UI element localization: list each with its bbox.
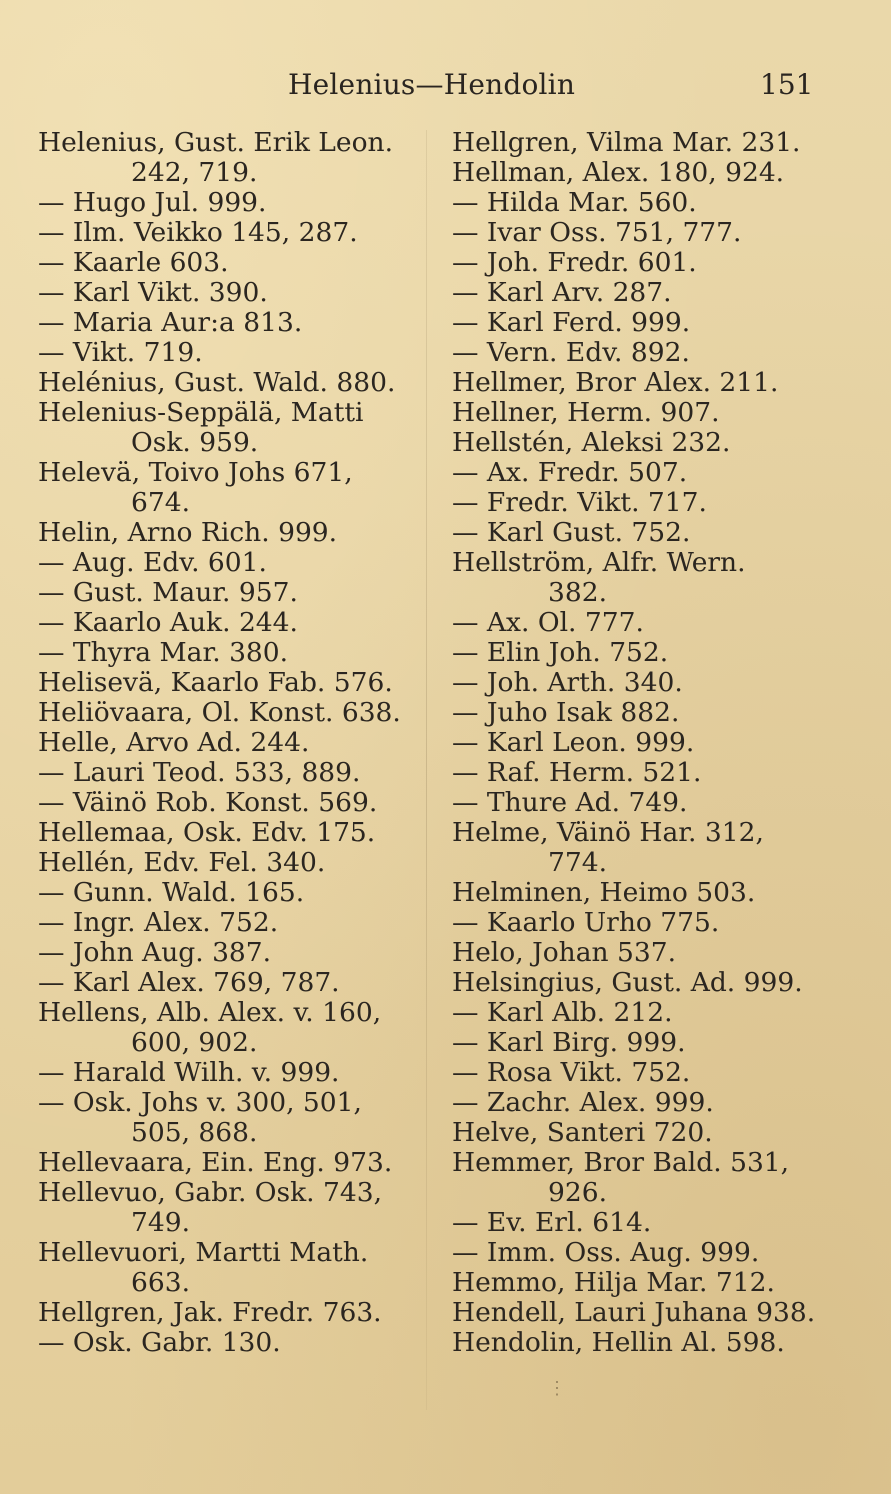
entry-text: Helsingius, Gust. Ad. 999. (452, 967, 803, 998)
index-entry (38, 638, 418, 668)
entry-text: Helevä, Toivo Johs 671, (38, 457, 353, 488)
index-entry (452, 1268, 852, 1298)
entry-text: Helenius, Gust. Erik Leon. (38, 127, 394, 158)
entry-text: — Ax. Fredr. 507. (452, 457, 688, 488)
entry-continuation: 663. (131, 1267, 191, 1298)
index-entry (452, 1088, 852, 1118)
entry-text: Helminen, Heimo 503. (452, 877, 756, 908)
entry-text: — Joh. Fredr. 601. (452, 247, 697, 278)
entry-text: Helle, Arvo Ad. 244. (38, 727, 310, 758)
index-entry (38, 758, 418, 788)
entry-text: — Väinö Rob. Konst. 569. (38, 787, 378, 818)
entry-text: — Elin Joh. 752. (452, 637, 669, 668)
index-entry (38, 518, 418, 548)
entry-continuation: 242, 719. (131, 157, 258, 188)
entry-text: — John Aug. 387. (38, 937, 272, 968)
index-entry (452, 608, 852, 638)
index-entry (452, 338, 852, 368)
entry-text: — Raf. Herm. 521. (452, 757, 702, 788)
entry-text: — Karl Arv. 287. (452, 277, 672, 308)
entry-text: Helme, Väinö Har. 312, (452, 817, 764, 848)
index-entry (452, 1328, 852, 1358)
entry-continuation: 774. (548, 847, 608, 878)
index-entry (452, 1058, 852, 1088)
entry-text: Hellmer, Bror Alex. 211. (452, 367, 779, 398)
entry-text: Helénius, Gust. Wald. 880. (38, 367, 396, 398)
entry-continuation: 674. (131, 487, 191, 518)
entry-text: — Joh. Arth. 340. (452, 667, 683, 698)
entry-text: — Karl Vikt. 390. (38, 277, 268, 308)
column-divider (426, 130, 427, 1410)
index-entry (38, 398, 418, 458)
entry-text: Hendolin, Hellin Al. 598. (452, 1327, 785, 1358)
entry-continuation: 505, 868. (131, 1117, 258, 1148)
entry-continuation: 382. (548, 577, 608, 608)
entry-text: Helo, Johan 537. (452, 937, 677, 968)
index-entry (38, 608, 418, 638)
index-entry (38, 1328, 418, 1358)
entry-text: — Zachr. Alex. 999. (452, 1087, 714, 1118)
entry-text: Hellens, Alb. Alex. v. 160, (38, 997, 382, 1028)
index-entry (452, 968, 852, 998)
entry-text: Hellstén, Aleksi 232. (452, 427, 731, 458)
index-entry (452, 458, 852, 488)
entry-text: Hellström, Alfr. Wern. (452, 547, 746, 578)
index-entry (38, 248, 418, 278)
entry-text: Helenius-Seppälä, Matti (38, 397, 364, 428)
index-entry (38, 278, 418, 308)
index-entry (38, 458, 418, 518)
right-column (452, 128, 852, 1358)
entry-text: — Karl Leon. 999. (452, 727, 695, 758)
index-entry (38, 938, 418, 968)
index-entry (38, 1298, 418, 1328)
entry-text: — Kaarle 603. (38, 247, 229, 278)
index-entry (452, 698, 852, 728)
entry-continuation: 926. (548, 1177, 608, 1208)
entry-text: Helisevä, Kaarlo Fab. 576. (38, 667, 393, 698)
entry-text: — Karl Alb. 212. (452, 997, 673, 1028)
index-entry (38, 578, 418, 608)
entry-text: — Thure Ad. 749. (452, 787, 688, 818)
index-entry (38, 128, 418, 188)
entry-text: Helin, Arno Rich. 999. (38, 517, 338, 548)
index-entry (452, 1208, 852, 1238)
index-entry (38, 1088, 418, 1148)
index-entry (452, 218, 852, 248)
index-entry (452, 998, 852, 1028)
entry-text: Hellgren, Jak. Fredr. 763. (38, 1297, 382, 1328)
entry-text: Heliövaara, Ol. Konst. 638. (38, 697, 401, 728)
index-entry (38, 1238, 418, 1298)
page-number: 151 (760, 68, 814, 101)
entry-text: — Juho Isak 882. (452, 697, 680, 728)
entry-text: — Hilda Mar. 560. (452, 187, 697, 218)
entry-text: — Fredr. Vikt. 717. (452, 487, 707, 518)
entry-text: Hemmer, Bror Bald. 531, (452, 1147, 790, 1178)
entry-text: — Karl Gust. 752. (452, 517, 691, 548)
index-entry (38, 668, 418, 698)
index-entry (38, 548, 418, 578)
entry-continuation: 749. (131, 1207, 191, 1238)
index-entry (38, 368, 418, 398)
index-entry (38, 338, 418, 368)
entry-text: Hellman, Alex. 180, 924. (452, 157, 785, 188)
index-entry (452, 758, 852, 788)
index-entry (38, 788, 418, 818)
entry-text: — Aug. Edv. 601. (38, 547, 267, 578)
entry-text: — Lauri Teod. 533, 889. (38, 757, 361, 788)
index-entry (452, 1148, 852, 1208)
index-entry (452, 128, 852, 158)
entry-text: Hemmo, Hilja Mar. 712. (452, 1267, 775, 1298)
entry-text: — Gust. Maur. 957. (38, 577, 298, 608)
entry-text: — Harald Wilh. v. 999. (38, 1057, 340, 1088)
entry-text: Hellevuo, Gabr. Osk. 743, (38, 1177, 383, 1208)
index-entry (452, 908, 852, 938)
index-entry (38, 908, 418, 938)
index-entry (38, 188, 418, 218)
entry-text: Helve, Santeri 720. (452, 1117, 713, 1148)
index-entry (452, 248, 852, 278)
entry-text: — Kaarlo Urho 775. (452, 907, 720, 938)
index-entry (452, 308, 852, 338)
entry-text: — Osk. Johs v. 300, 501, (38, 1087, 362, 1118)
entry-text: Hellevuori, Martti Math. (38, 1237, 369, 1268)
index-entry (452, 818, 852, 878)
index-entry (452, 878, 852, 908)
entry-text: — Ivar Oss. 751, 777. (452, 217, 742, 248)
entry-text: — Maria Aur:a 813. (38, 307, 303, 338)
entry-text: — Ilm. Veikko 145, 287. (38, 217, 358, 248)
entry-continuation: 600, 902. (131, 1027, 258, 1058)
entry-text: — Rosa Vikt. 752. (452, 1057, 691, 1088)
left-column (38, 128, 418, 1358)
index-entry (452, 158, 852, 188)
entry-text: — Vern. Edv. 892. (452, 337, 690, 368)
index-entry (452, 188, 852, 218)
index-entry (452, 398, 852, 428)
index-entry (452, 518, 852, 548)
entry-text: — Karl Ferd. 999. (452, 307, 691, 338)
index-entry (452, 638, 852, 668)
index-entry (452, 1238, 852, 1268)
index-entry (38, 1148, 418, 1178)
running-head: Helenius—Hendolin (288, 68, 576, 101)
index-entry (38, 728, 418, 758)
index-entry (38, 218, 418, 248)
index-entry (38, 1058, 418, 1088)
index-entry (452, 428, 852, 458)
entry-text: — Osk. Gabr. 130. (38, 1327, 281, 1358)
entry-text: Hellevaara, Ein. Eng. 973. (38, 1147, 393, 1178)
entry-text: Hellgren, Vilma Mar. 231. (452, 127, 801, 158)
entry-text: — Ax. Ol. 777. (452, 607, 644, 638)
index-entry (452, 368, 852, 398)
entry-text: Hellén, Edv. Fel. 340. (38, 847, 326, 878)
index-entry (452, 788, 852, 818)
index-entry (38, 968, 418, 998)
entry-text: Hellemaa, Osk. Edv. 175. (38, 817, 376, 848)
entry-text: — Ingr. Alex. 752. (38, 907, 279, 938)
index-entry (452, 1118, 852, 1148)
index-entry (452, 938, 852, 968)
entry-text: — Vikt. 719. (38, 337, 203, 368)
index-entry (452, 278, 852, 308)
entry-text: Hellner, Herm. 907. (452, 397, 720, 428)
index-entry (38, 1178, 418, 1238)
index-entry (452, 548, 852, 608)
index-entry (38, 848, 418, 878)
entry-text: Hendell, Lauri Juhana 938. (452, 1297, 816, 1328)
index-entry (38, 698, 418, 728)
index-entry (38, 308, 418, 338)
index-entry (38, 998, 418, 1058)
entry-text: — Gunn. Wald. 165. (38, 877, 305, 908)
index-entry (38, 878, 418, 908)
index-entry (452, 1028, 852, 1058)
page-header (0, 68, 891, 108)
paper-blemish: ⋮ (548, 1378, 566, 1399)
entry-text: — Imm. Oss. Aug. 999. (452, 1237, 760, 1268)
entry-text: — Ev. Erl. 614. (452, 1207, 652, 1238)
entry-text: — Hugo Jul. 999. (38, 187, 267, 218)
entry-text: — Thyra Mar. 380. (38, 637, 289, 668)
entry-continuation: Osk. 959. (131, 427, 259, 458)
entry-text: — Kaarlo Auk. 244. (38, 607, 298, 638)
entry-text: — Karl Birg. 999. (452, 1027, 686, 1058)
entry-text: — Karl Alex. 769, 787. (38, 967, 340, 998)
index-entry (452, 668, 852, 698)
index-entry (38, 818, 418, 848)
index-entry (452, 728, 852, 758)
index-entry (452, 488, 852, 518)
index-entry (452, 1298, 852, 1328)
